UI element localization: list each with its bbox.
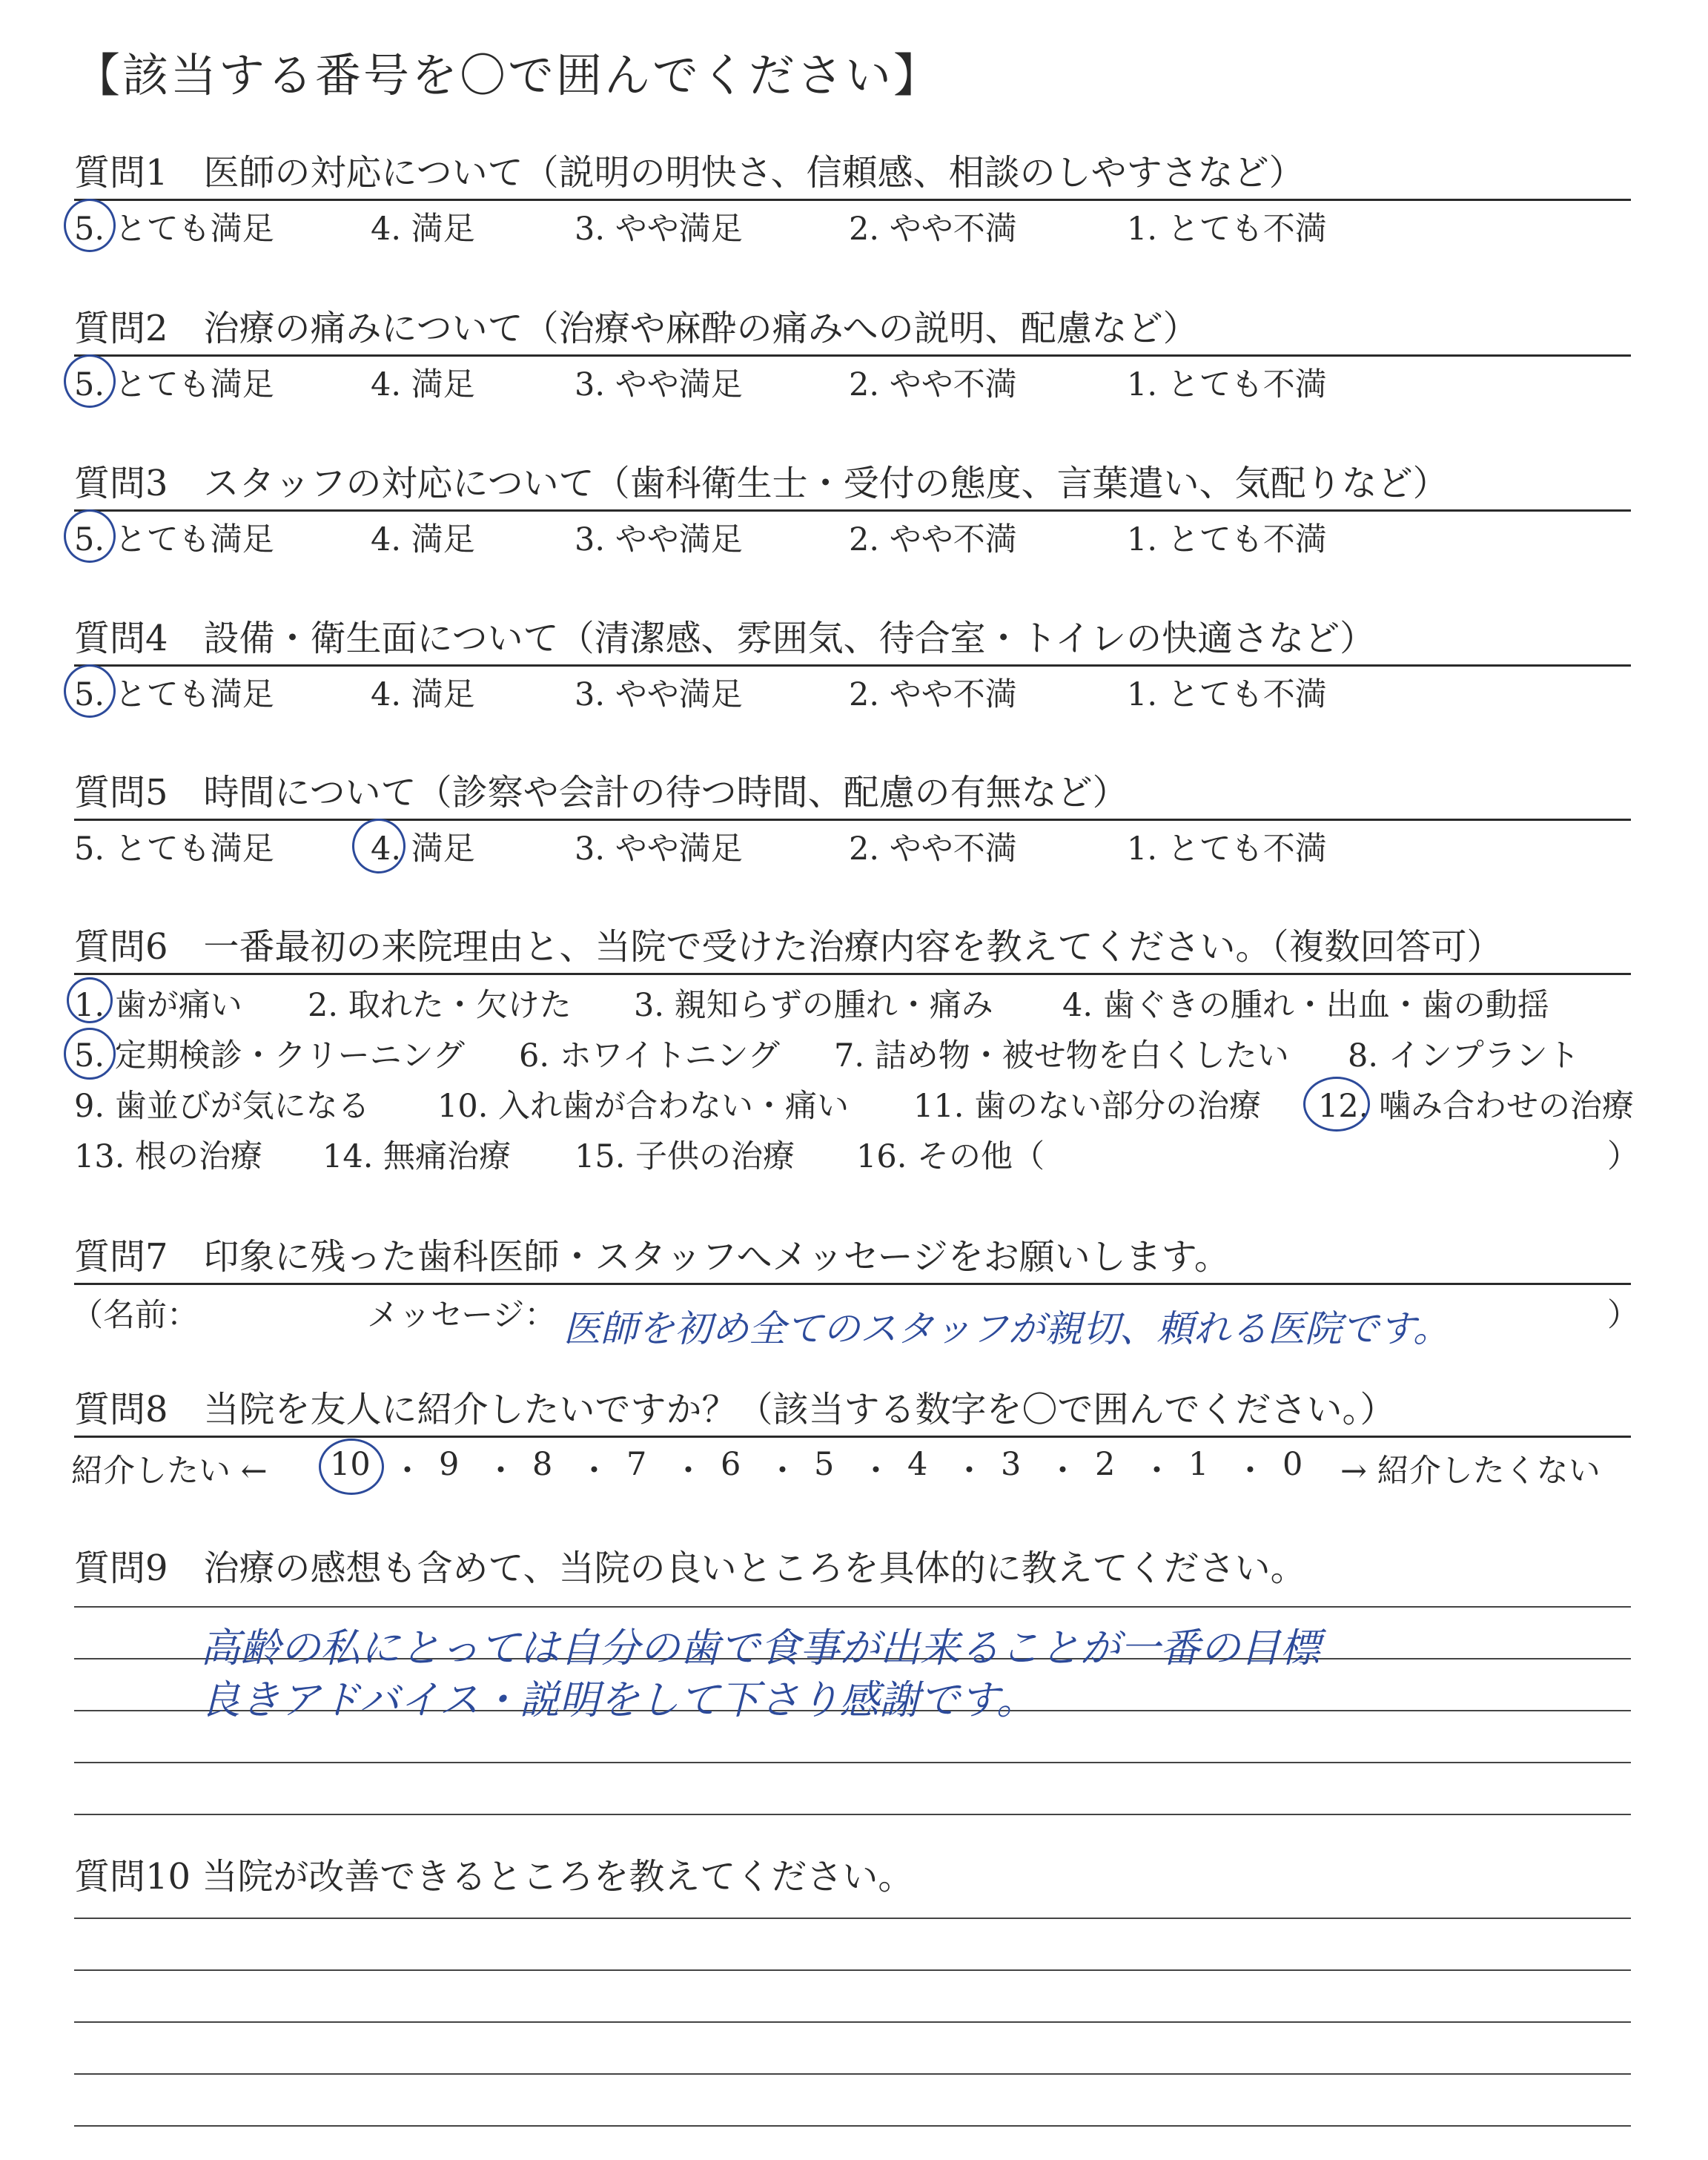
q8-score-1[interactable]: 1	[1188, 1446, 1209, 1483]
selection-circle	[64, 509, 116, 563]
page-title: 【該当する番号を〇で囲んでください】	[74, 48, 942, 102]
q8-left-label: 紹介したい ←	[71, 1453, 268, 1490]
q8-score-8[interactable]: 8	[532, 1446, 553, 1483]
q6-option-3[interactable]: 3. 親知らずの腫れ・痛み	[634, 987, 993, 1024]
selection-circle	[319, 1439, 384, 1495]
q4-option-3[interactable]: 3. やや満足	[575, 676, 743, 713]
question-6-title: 質問6 一番最初の来院理由と、当院で受けた治療内容を教えてください。（複数回答可）	[74, 926, 1503, 968]
answer-line	[74, 1918, 1631, 1919]
selection-circle	[64, 664, 116, 718]
q8-score-2[interactable]: 2	[1095, 1446, 1116, 1483]
q5-option-5[interactable]: 5. とても満足	[74, 830, 274, 868]
q1-option-3[interactable]: 3. やや満足	[575, 211, 743, 248]
question-7	[74, 1231, 1631, 1283]
answer-line	[74, 1969, 1631, 1971]
q7-message-label: メッセージ：	[367, 1297, 557, 1334]
question-5-title: 質問5 時間について（診察や会計の待つ時間、配慮の有無など）	[74, 772, 1128, 813]
q8-score-5[interactable]: 5	[814, 1446, 835, 1483]
q6-option-7[interactable]: 7. 詰め物・被せ物を白くしたい	[834, 1037, 1289, 1074]
question-3	[74, 458, 1631, 509]
question-8	[74, 1384, 1631, 1436]
q8-score-7[interactable]: 7	[626, 1446, 647, 1483]
selection-circle	[352, 819, 406, 873]
q4-option-4[interactable]: 4. 満足	[371, 676, 475, 713]
q6-option-1[interactable]: 1. 歯が痛い	[74, 987, 242, 1024]
q6-option-16[interactable]: 16. その他（	[856, 1138, 1045, 1175]
q8-score-10[interactable]: 10	[330, 1446, 371, 1483]
q4-option-5[interactable]: 5. とても満足	[74, 676, 274, 713]
answer-line	[74, 1606, 1631, 1608]
q6-option-4[interactable]: 4. 歯ぐきの腫れ・出血・歯の動揺	[1062, 987, 1549, 1024]
question-10-title: 質問10 当院が改善できるところを教えてください。	[74, 1856, 914, 1898]
q8-score-9[interactable]: 9	[439, 1446, 460, 1483]
q1-option-2[interactable]: 2. やや不満	[849, 211, 1017, 248]
q8-right-label: → 紹介したくない	[1340, 1453, 1601, 1490]
q2-option-4[interactable]: 4. 満足	[371, 366, 475, 403]
selection-circle	[67, 977, 113, 1023]
divider	[74, 1283, 1631, 1285]
divider	[74, 819, 1631, 821]
divider	[74, 199, 1631, 201]
divider	[74, 509, 1631, 512]
q9-answer-line-1: 高齢の私にとっては自分の歯で食事が出来ることが一番の目標	[200, 1625, 1320, 1671]
q5-option-1[interactable]: 1. とても不満	[1127, 830, 1327, 868]
q8-separator: ・	[953, 1453, 985, 1490]
q8-separator: ・	[1047, 1453, 1079, 1490]
question-2	[74, 303, 1631, 354]
q1-option-1[interactable]: 1. とても不満	[1127, 211, 1327, 248]
question-2-title: 質問2 治療の痛みについて（治療や麻酔の痛みへの説明、配慮など）	[74, 308, 1199, 349]
q8-score-0[interactable]: 0	[1282, 1446, 1303, 1483]
q8-separator: ・	[767, 1453, 798, 1490]
question-1	[74, 147, 1631, 199]
question-10	[74, 1851, 1631, 1903]
q7-message-handwriting: 医師を初め全てのスタッフが親切、頼れる医院です。	[563, 1307, 1450, 1350]
selection-circle	[64, 354, 116, 408]
q3-option-1[interactable]: 1. とても不満	[1127, 521, 1327, 558]
q3-option-5[interactable]: 5. とても満足	[74, 521, 274, 558]
question-9-title: 質問9 治療の感想も含めて、当院の良いところを具体的に教えてください。	[74, 1548, 1306, 1589]
q8-separator: ・	[391, 1453, 423, 1490]
q6-option-12[interactable]: 12. 噛み合わせの治療	[1318, 1088, 1635, 1125]
question-4-title: 質問4 設備・衛生面について（清潔感、雰囲気、待合室・トイレの快適さなど）	[74, 618, 1376, 659]
answer-line	[74, 2021, 1631, 2023]
q7-name-label: （名前：	[71, 1297, 199, 1334]
q3-option-4[interactable]: 4. 満足	[371, 521, 475, 558]
q1-option-4[interactable]: 4. 満足	[371, 211, 475, 248]
question-3-title: 質問3 スタッフの対応について（歯科衛生士・受付の態度、言葉遣い、気配りなど）	[74, 463, 1449, 504]
q6-option-2[interactable]: 2. 取れた・欠けた	[308, 987, 572, 1024]
q7-close: ）	[1607, 1297, 1639, 1334]
divider	[74, 354, 1631, 357]
q3-option-2[interactable]: 2. やや不満	[849, 521, 1017, 558]
answer-line	[74, 2125, 1631, 2127]
q6-option-10[interactable]: 10. 入れ歯が合わない・痛い	[437, 1088, 850, 1125]
selection-circle	[64, 1028, 116, 1080]
q2-option-5[interactable]: 5. とても満足	[74, 366, 274, 403]
q8-separator: ・	[672, 1453, 704, 1490]
selection-circle	[1303, 1077, 1370, 1132]
q4-option-1[interactable]: 1. とても不満	[1127, 676, 1327, 713]
q2-option-2[interactable]: 2. やや不満	[849, 366, 1017, 403]
divider	[74, 1436, 1631, 1438]
q6-option-5[interactable]: 5. 定期検診・クリーニング	[74, 1037, 465, 1074]
q6-option-8[interactable]: 8. インプラント	[1348, 1037, 1580, 1074]
q6-option-9[interactable]: 9. 歯並びが気になる	[74, 1088, 370, 1125]
divider	[74, 664, 1631, 667]
question-8-title: 質問8 当院を友人に紹介したいですか？（該当する数字を〇で囲んでください。）	[74, 1389, 1396, 1430]
q6-option-13[interactable]: 13. 根の治療	[74, 1138, 263, 1175]
q2-option-1[interactable]: 1. とても不満	[1127, 366, 1327, 403]
q8-separator: ・	[860, 1453, 892, 1490]
q6-option-6[interactable]: 6. ホワイトニング	[519, 1037, 780, 1074]
q8-separator: ・	[1141, 1453, 1173, 1490]
question-1-title: 質問1 医師の対応について（説明の明快さ、信頼感、相談のしやすさなど）	[74, 152, 1305, 194]
q8-score-3[interactable]: 3	[1001, 1446, 1022, 1483]
q6-option-14[interactable]: 14. 無痛治療	[322, 1138, 512, 1175]
question-4	[74, 612, 1631, 664]
q2-option-3[interactable]: 3. やや満足	[575, 366, 743, 403]
q8-score-6[interactable]: 6	[721, 1446, 741, 1483]
question-5	[74, 767, 1631, 819]
question-6	[74, 921, 1631, 973]
q5-option-3[interactable]: 3. やや満足	[575, 830, 743, 868]
divider	[74, 973, 1631, 975]
q3-option-3[interactable]: 3. やや満足	[575, 521, 743, 558]
q1-option-5[interactable]: 5. とても満足	[74, 211, 274, 248]
q9-answer-line-2: 良きアドバイス・説明をして下さり感謝です。	[200, 1677, 1037, 1723]
q6-other-close: ）	[1607, 1138, 1639, 1175]
q8-separator: ・	[578, 1453, 610, 1490]
q8-separator: ・	[1234, 1453, 1266, 1490]
q5-option-4[interactable]: 4. 満足	[371, 830, 475, 868]
answer-line	[74, 1814, 1631, 1815]
q4-option-2[interactable]: 2. やや不満	[849, 676, 1017, 713]
question-9	[74, 1542, 1631, 1594]
q8-score-4[interactable]: 4	[907, 1446, 928, 1483]
answer-line	[74, 2073, 1631, 2075]
selection-circle	[64, 199, 116, 252]
q5-option-2[interactable]: 2. やや不満	[849, 830, 1017, 868]
q8-separator: ・	[485, 1453, 517, 1490]
question-7-title: 質問7 印象に残った歯科医師・スタッフへメッセージをお願いします。	[74, 1236, 1230, 1278]
q6-option-11[interactable]: 11. 歯のない部分の治療	[913, 1088, 1262, 1125]
q6-option-15[interactable]: 15. 子供の治療	[575, 1138, 795, 1175]
answer-line	[74, 1762, 1631, 1763]
